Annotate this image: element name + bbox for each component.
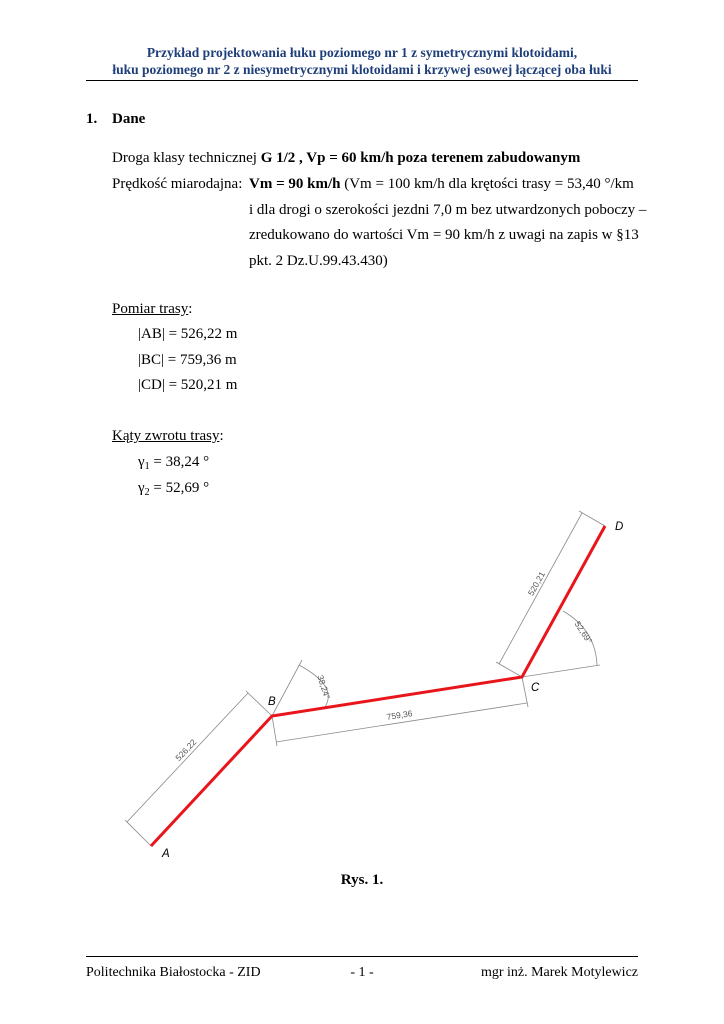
speed-note-3: zredukowano do wartości Vm = 90 km/h z uwagi na zapis w §13 bbox=[249, 227, 639, 243]
gamma-subscript: 2 bbox=[144, 487, 150, 498]
survey-cd: |CD| = 520,21 m bbox=[138, 377, 238, 393]
section-number: 1. bbox=[86, 111, 98, 127]
footer-divider bbox=[86, 956, 638, 957]
gamma-2-value: = 52,69 ° bbox=[149, 480, 210, 496]
survey-heading: Pomiar trasy bbox=[112, 301, 189, 317]
survey-bc: |BC| = 759,36 m bbox=[138, 352, 237, 368]
extension-line-b2 bbox=[272, 716, 277, 746]
point-label-d: D bbox=[615, 521, 624, 533]
extension-line-d bbox=[579, 511, 605, 526]
gamma-subscript: 1 bbox=[144, 461, 150, 472]
gamma-1-value: = 38,24 ° bbox=[149, 454, 210, 470]
point-label-a: A bbox=[162, 848, 170, 860]
figure-caption: Rys. 1. bbox=[340, 872, 384, 888]
survey-ab: |AB| = 526,22 m bbox=[138, 326, 238, 342]
extension-line-a bbox=[125, 820, 151, 846]
speed-note-1: (Vm = 100 km/h dla krętości trasy = 53,40 °/km bbox=[344, 176, 634, 192]
extension-line-c bbox=[522, 677, 528, 707]
speed-label: Prędkość miarodajna: bbox=[112, 176, 243, 192]
road-class-value: G 1/2 , Vp = 60 km/h poza terenem zabudowanym bbox=[260, 150, 581, 166]
angles-heading: Kąty zwrotu trasy bbox=[112, 428, 220, 444]
header-title-line-2: łuku poziomego nr 2 z niesymetrycznymi klotoidami i krzywej esowej łączącej oba łuki bbox=[112, 62, 612, 77]
speed-value: Vm = 90 km/h bbox=[249, 176, 341, 192]
angle-label-c: 52,69° bbox=[572, 619, 595, 646]
angle-ray-c bbox=[522, 665, 600, 677]
speed-note-4: pkt. 2 Dz.U.99.43.430) bbox=[249, 253, 388, 269]
road-class-label: Droga klasy technicznej bbox=[112, 150, 261, 166]
gamma-symbol: γ bbox=[138, 480, 145, 496]
footer-page-number: - 1 - bbox=[350, 965, 374, 980]
section-title: Dane bbox=[112, 111, 146, 127]
angles-heading-colon: : bbox=[219, 428, 224, 444]
dimension-label-bc: 759,36 bbox=[385, 708, 414, 723]
header-title-line-1: Przykład projektowania łuku poziomego nr 1 z symetrycznymi klotoidami, bbox=[146, 45, 578, 60]
extension-line-c2 bbox=[496, 662, 522, 677]
point-label-c: C bbox=[531, 682, 540, 694]
angle-ray-b bbox=[272, 660, 302, 716]
dimension-line-ab bbox=[127, 693, 248, 822]
footer-right: mgr inż. Marek Motylewicz bbox=[480, 965, 638, 980]
angle-label-b: 38,24° bbox=[315, 673, 333, 701]
gamma-symbol: γ bbox=[138, 454, 145, 470]
footer-left: Politechnika Białostocka - ZID bbox=[86, 965, 261, 980]
point-label-b: B bbox=[268, 696, 276, 708]
speed-note-2: i dla drogi o szerokości jezdni 7,0 m bez utwardzonych poboczy – bbox=[249, 202, 647, 218]
survey-heading-colon: : bbox=[188, 301, 193, 317]
dimension-label-cd: 520,21 bbox=[525, 569, 548, 598]
dimension-label-ab: 526,22 bbox=[173, 737, 199, 763]
